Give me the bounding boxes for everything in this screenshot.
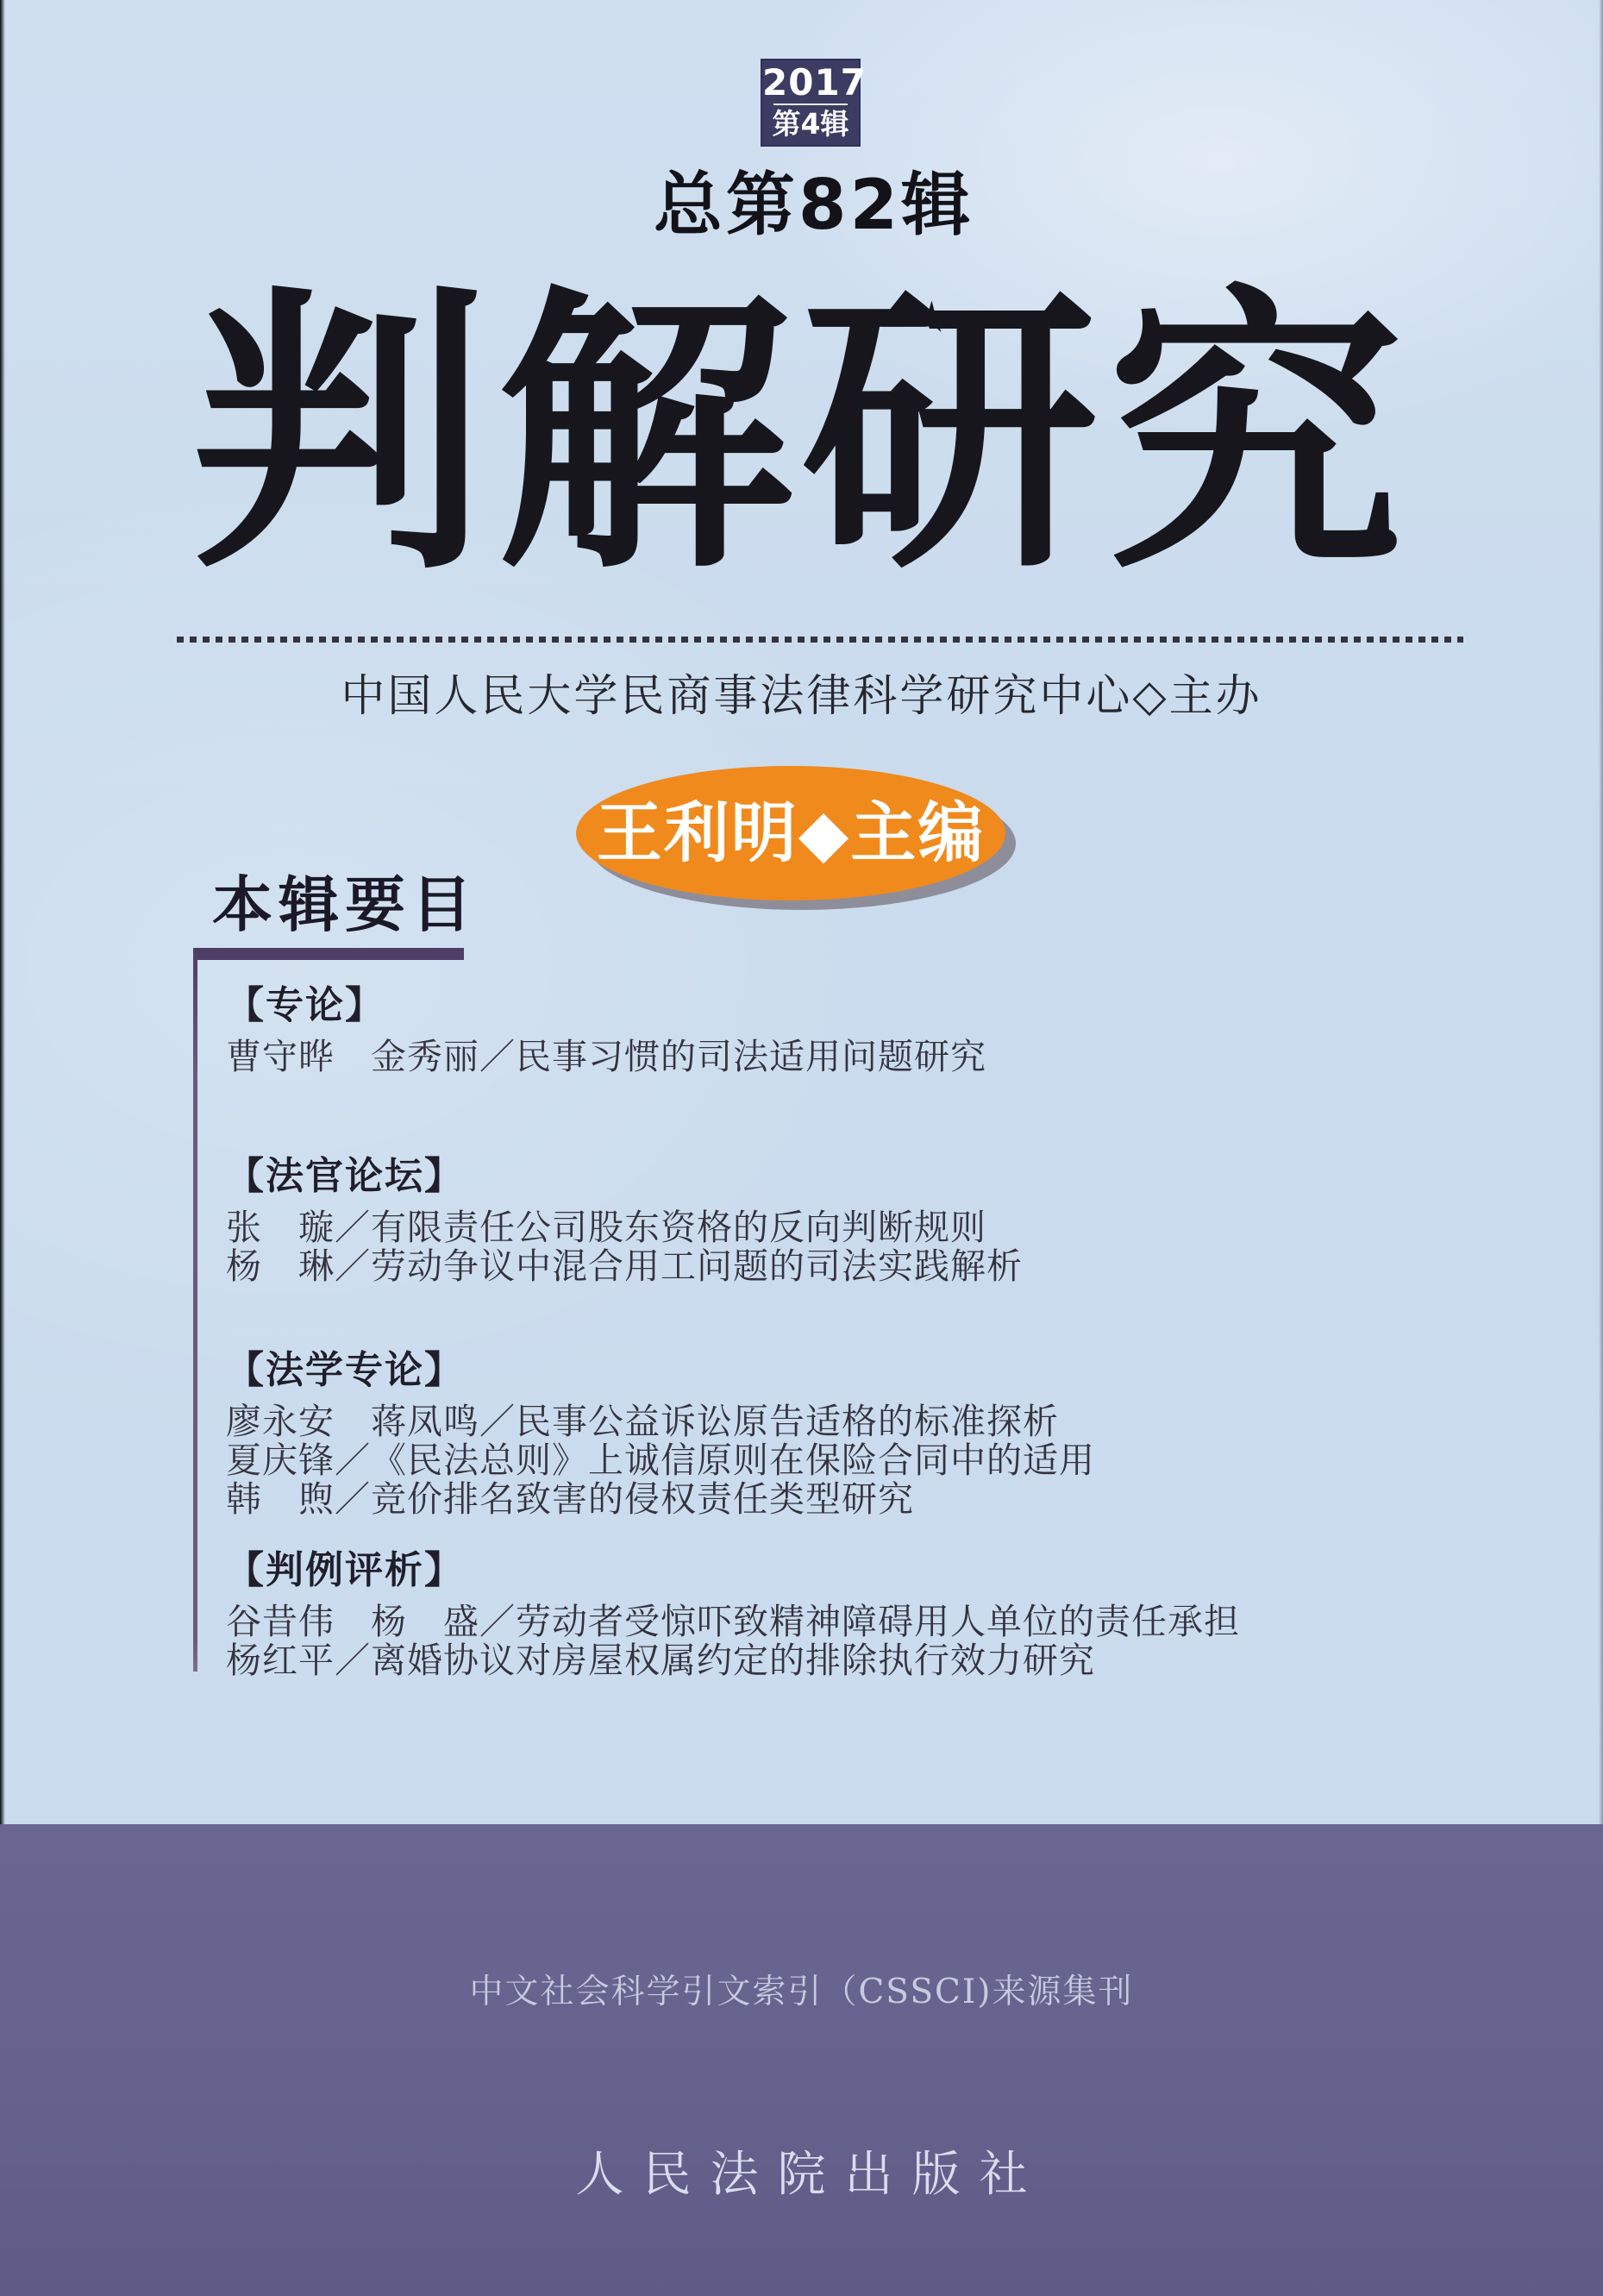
badge-divider bbox=[773, 104, 848, 105]
toc-item: 夏庆锋／《民法总则》上诚信原则在保险合同中的适用 bbox=[226, 1440, 1095, 1481]
toc-section-header: 【判例评析】 bbox=[226, 1548, 464, 1592]
volume-number: 总第82辑 bbox=[653, 165, 974, 245]
toc-heading-underline bbox=[193, 948, 464, 960]
bottom-band bbox=[0, 1824, 1603, 2296]
toc-heading: 本辑要目 bbox=[212, 869, 478, 940]
dashed-divider bbox=[177, 637, 1463, 643]
toc-section-header: 【法学专论】 bbox=[226, 1348, 464, 1392]
cssci-line: 中文社会科学引文索引（CSSCI)来源集刊 bbox=[469, 1973, 1134, 2011]
toc-section bbox=[226, 983, 986, 1077]
toc-section bbox=[226, 1548, 1240, 1681]
toc-section bbox=[226, 1154, 1023, 1287]
toc-item: 张 璇／有限责任公司股东资格的反向判断规则 bbox=[226, 1207, 986, 1248]
toc-item: 韩 煦／竞价排名致害的侵权责任类型研究 bbox=[226, 1478, 914, 1520]
chief-editor-badge: 王利明◆主编 bbox=[576, 766, 1005, 900]
toc-item: 曹守晔 金秀丽／民事习惯的司法适用问题研究 bbox=[226, 1036, 986, 1077]
book-title: 判解研究 bbox=[191, 260, 1412, 609]
toc-item: 廖永安 蒋凤鸣／民事公益诉讼原告适格的标准探析 bbox=[226, 1401, 1059, 1442]
badge-year: 2017 bbox=[762, 61, 867, 104]
toc-left-rule bbox=[193, 948, 197, 1672]
toc-section-header: 【法官论坛】 bbox=[226, 1154, 464, 1198]
toc-section-header: 【专论】 bbox=[226, 983, 385, 1027]
badge-issue: 第4辑 bbox=[772, 107, 849, 141]
toc-item: 谷昔伟 杨 盛／劳动者受惊吓致精神障碍用人单位的责任承担 bbox=[226, 1601, 1240, 1642]
organizer-line: 中国人民大学民商事法律科学研究中心◇主办 bbox=[341, 671, 1262, 722]
year-issue-badge bbox=[761, 59, 867, 147]
toc-section bbox=[226, 1348, 1095, 1520]
toc-item: 杨红平／离婚协议对房屋权属约定的排除执行效力研究 bbox=[226, 1640, 1095, 1681]
publisher-name: 人民法院出版社 bbox=[575, 2147, 1047, 2203]
toc-item: 杨 琳／劳动争议中混合用工问题的司法实践解析 bbox=[226, 1245, 1023, 1287]
